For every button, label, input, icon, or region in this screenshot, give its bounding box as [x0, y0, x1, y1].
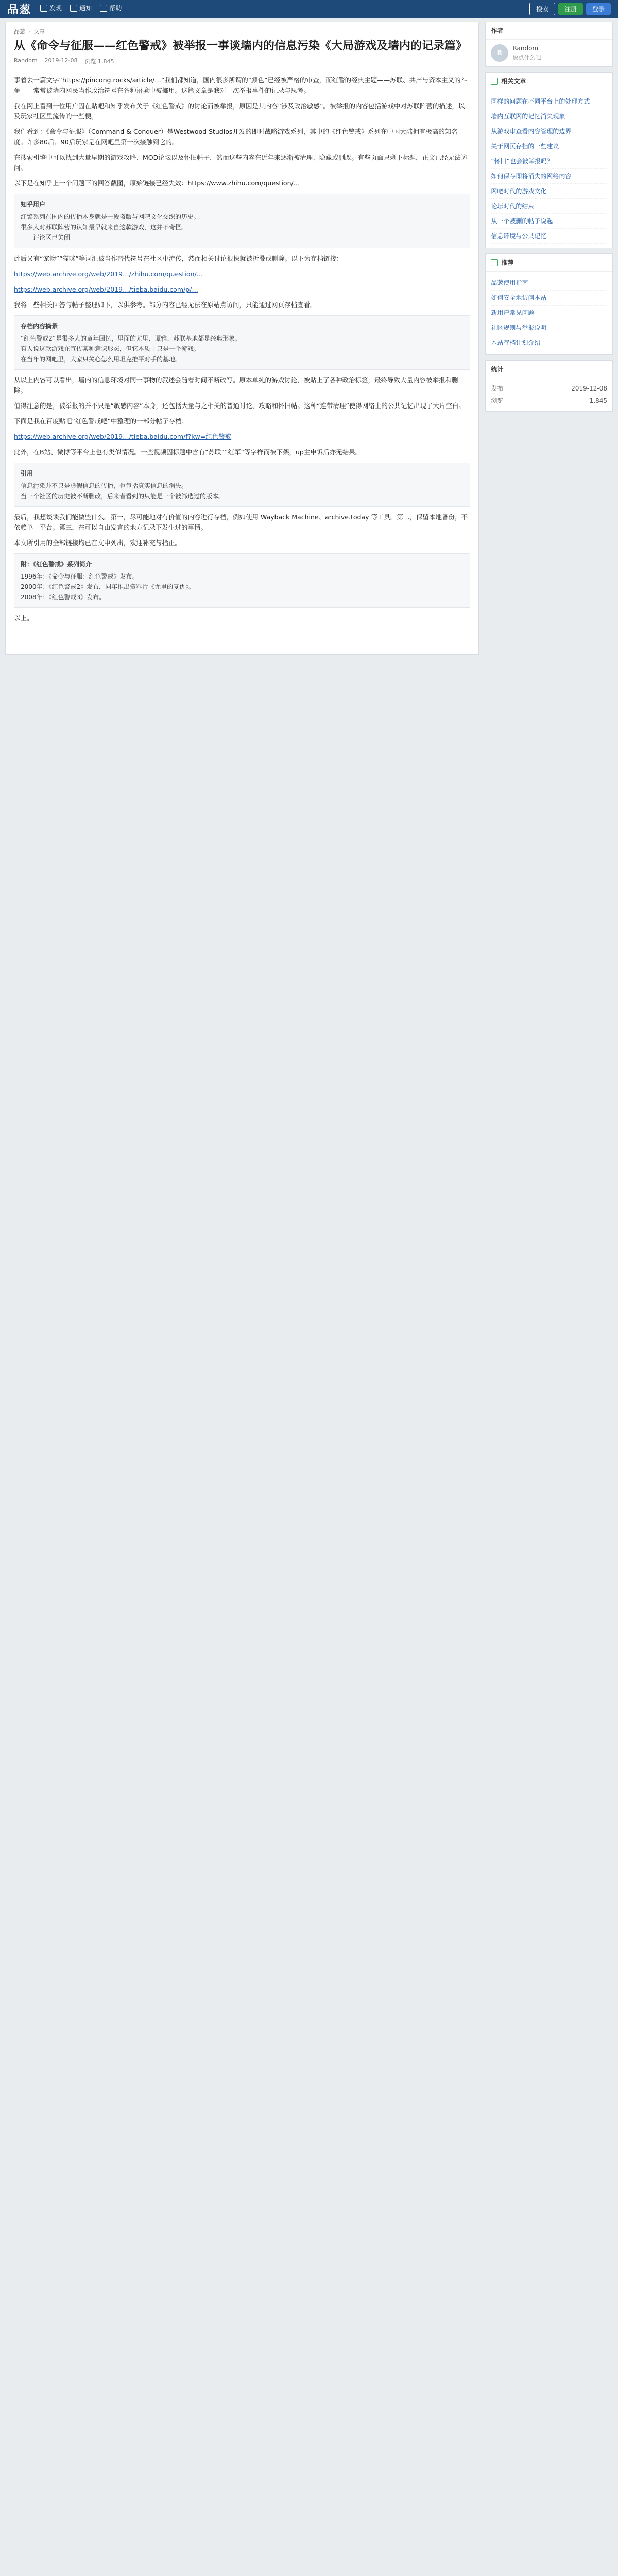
- article-container: [5, 22, 479, 655]
- quote-head: 存档内容摘录: [21, 323, 58, 330]
- related-link[interactable]: 同样的问题在不同平台上的处理方式: [491, 94, 607, 109]
- quote-block: [14, 463, 470, 507]
- related-link[interactable]: 如何保存即将消失的网络内容: [491, 169, 607, 184]
- quote-line: 在当年的网吧里，大家只关心怎么用坦克推平对手的基地。: [21, 355, 182, 363]
- quote-line: 1996年：《命令与征服：红色警戒》发布。: [21, 573, 139, 580]
- article-title: 从《命令与征服——红色警戒》被举报一事谈墙内的信息污染《大局游戏及墙内的记录篇》: [14, 40, 468, 53]
- top-navigation-bar: [0, 0, 618, 18]
- paragraph: 从以上内容可以看出，墙内的信息环境对同一事物的叙述会随着时间不断改写。原本单纯的游戏讨论，被贴上了各种政治标签，最终导致大量内容被举报和删除。: [14, 376, 458, 394]
- home-icon: [40, 5, 47, 12]
- login-button[interactable]: 登录: [586, 3, 611, 15]
- quote-head: 引用: [21, 470, 33, 477]
- recommend-link[interactable]: 如何安全地访问本站: [491, 291, 607, 306]
- breadcrumb: 品葱 › 文章: [14, 28, 45, 35]
- related-link[interactable]: 网吧时代的游戏文化: [491, 184, 607, 199]
- stats-head: 统计: [486, 361, 612, 378]
- article-body: [6, 70, 478, 654]
- stat-row: 发布 2019-12-08: [491, 385, 607, 392]
- paragraph: 我们看到：《命令与征服》（Command & Conquer）是Westwood Studios开发的即时战略游戏系列，其中的《红色警戒》系列在中国大陆拥有极高的知名度。许多80后、90后玩家是在网吧里第一次接触到它的。: [14, 128, 458, 146]
- paragraph: 值得注意的是，被举报的并不只是“敏感内容”本身，还包括大量与之相关的普通讨论、攻略和怀旧帖。这种“连带清理”使得网络上的公共记忆出现了大片空白。: [14, 402, 465, 410]
- recommend-list: [486, 272, 612, 354]
- nav-help[interactable]: 帮助: [100, 4, 122, 12]
- quote-line: 很多人对苏联阵营的认知最早就来自这款游戏，这并不奇怪。: [21, 224, 188, 231]
- related-link[interactable]: 关于网页存档的一些建议: [491, 139, 607, 154]
- quote-line: 红警系列在国内的传播本身就是一段盗版与网吧文化交织的历史。: [21, 213, 200, 221]
- recommend-link[interactable]: 新用户常见问题: [491, 306, 607, 320]
- bell-icon: [70, 5, 77, 12]
- register-button[interactable]: 注册: [558, 3, 583, 15]
- paragraph: 此后又有“宠物”“猫咪”等词汇被当作替代符号在社区中流传，然而相关讨论很快就被折叠或删除。以下为存档链接：: [14, 255, 343, 262]
- article-author[interactable]: Random: [14, 57, 38, 64]
- main-nav: [40, 4, 128, 14]
- quote-line: 当一个社区的历史被不断删改，后来者看到的只能是一个被筛选过的版本。: [21, 493, 225, 500]
- quote-head: 知乎用户: [21, 201, 46, 208]
- help-icon: [100, 5, 107, 12]
- nav-discover[interactable]: 发现: [40, 4, 62, 12]
- author-name[interactable]: Random: [512, 45, 539, 52]
- quote-line: ——评论区已关闭: [21, 234, 71, 241]
- recommend-link[interactable]: 本站存档计划介绍: [491, 335, 607, 350]
- article-date: 2019-12-08: [44, 57, 78, 64]
- author-card: [485, 22, 613, 67]
- related-link[interactable]: 论坛时代的结束: [491, 199, 607, 214]
- quote-block: [14, 194, 470, 248]
- quote-line: 2008年：《红色警戒3》发布。: [21, 594, 106, 601]
- paragraph: 本文所引用的全部链接均已在文中列出，欢迎补充与指正。: [14, 539, 182, 547]
- sidebar: [485, 22, 613, 655]
- star-icon: [491, 259, 498, 266]
- recommend-link[interactable]: 社区规则与举报说明: [491, 320, 607, 335]
- author-card-head: 作者: [486, 22, 612, 40]
- paragraph: 我在网上看到一位用户因在贴吧和知乎发布关于《红色警戒》的讨论而被举报，原因是其内容“涉及政治敏感”。被举报的内容包括游戏中对苏联阵营的描述，以及玩家社区里流传的一些梗。: [14, 102, 465, 120]
- related-articles-card: [485, 72, 613, 248]
- paragraph: 此外，在B站、微博等平台上也有类似情况。一些视频因标题中含有“苏联”“红军”等字样而被下架，up主申诉后亦无结果。: [14, 448, 362, 456]
- breadcrumb-home[interactable]: 品葱: [14, 28, 25, 35]
- recommend-card: [485, 253, 613, 355]
- paragraph: 最后，我想谈谈我们能做些什么。第一，尽可能地对有价值的内容进行存档，例如使用 Wayback Machine、archive.today 等工具。第二，保留本地备份，不依赖单一平台。第三，在可以自由发言的地方记录下发生过的事情。: [14, 513, 468, 531]
- related-link[interactable]: 信息环境与公共记忆: [491, 229, 607, 244]
- avatar[interactable]: R: [491, 44, 508, 62]
- paragraph: 事着去一篇文字“https://pincong.rocks/article/…”我们都知道，国内很多所谓的“颜色”已经被严格的审查，而红警的经典主题——苏联、共产与资本主义的斗争——常常被墙内网民当作政治符号在各种语境中被挪用。这篇文章是我对一次举报事件的记录与思考。: [14, 76, 468, 94]
- related-list: [486, 90, 612, 248]
- paragraph: 我将一些相关回答与帖子整理如下，以供参考。部分内容已经无法在原站点访问，只能通过网页存档查看。: [14, 301, 317, 309]
- site-logo[interactable]: 品葱: [7, 3, 31, 16]
- archive-link[interactable]: https://web.archive.org/web/2019…/tieba.baidu.com/f?kw=红色警戒: [14, 433, 232, 440]
- list-icon: [491, 78, 498, 85]
- quote-block: [14, 315, 470, 370]
- article-meta: [6, 54, 478, 70]
- stat-row: 浏览 1,845: [491, 397, 607, 404]
- recommend-link[interactable]: 品葱使用指南: [491, 276, 607, 291]
- related-link[interactable]: 从游戏审查看内容管理的边界: [491, 124, 607, 139]
- breadcrumb-current[interactable]: 文章: [33, 28, 45, 35]
- paragraph: 以下是在知乎上一个问题下的回答截图，原始链接已经失效：https://www.zhihu.com/question/…: [14, 179, 300, 187]
- related-link[interactable]: “怀旧”也会被举报吗？: [491, 154, 607, 169]
- author-sub: 说点什么吧: [512, 54, 541, 61]
- related-link[interactable]: 从一个被删的帖子说起: [491, 214, 607, 229]
- nav-notifications[interactable]: 通知: [70, 4, 92, 12]
- quote-block: [14, 553, 470, 608]
- stats-card: [485, 360, 613, 412]
- search-button[interactable]: 搜索: [529, 3, 555, 15]
- quote-line: 有人说这款游戏在宣传某种意识形态，但它本质上只是一个游戏。: [21, 345, 200, 352]
- quote-head: 附：《红色警戒》系列简介: [21, 561, 92, 568]
- recommend-head: 推荐: [501, 259, 514, 266]
- related-link[interactable]: 墙内互联网的记忆消失现象: [491, 109, 607, 124]
- paragraph: 在搜索引擎中可以找到大量早期的游戏攻略、MOD论坛以及怀旧帖子，然而这些内容在近年来逐渐被清理、隐藏或删改。有些页面只剩下标题，正文已经无法访问。: [14, 154, 468, 172]
- quote-line: 2000年：《红色警戒2》发布，同年推出资料片《尤里的复仇》。: [21, 583, 195, 590]
- closing: 以上。: [14, 614, 33, 622]
- quote-line: “红色警戒2”是很多人的童年回忆，里面的尤里、谭雅、苏联基地都是经典形象。: [21, 335, 242, 342]
- quote-line: 信息污染并不只是虚假信息的传播，也包括真实信息的消失。: [21, 482, 188, 489]
- archive-link[interactable]: https://web.archive.org/web/2019…/tieba.baidu.com/p/…: [14, 285, 198, 293]
- paragraph: 下面是我在百度贴吧“红色警戒吧”中整理的一部分帖子存档：: [14, 417, 188, 425]
- archive-link[interactable]: https://web.archive.org/web/2019…/zhihu.com/question/…: [14, 270, 203, 278]
- related-head: 相关文章: [501, 78, 526, 85]
- article-views: 浏览 1,845: [84, 58, 114, 65]
